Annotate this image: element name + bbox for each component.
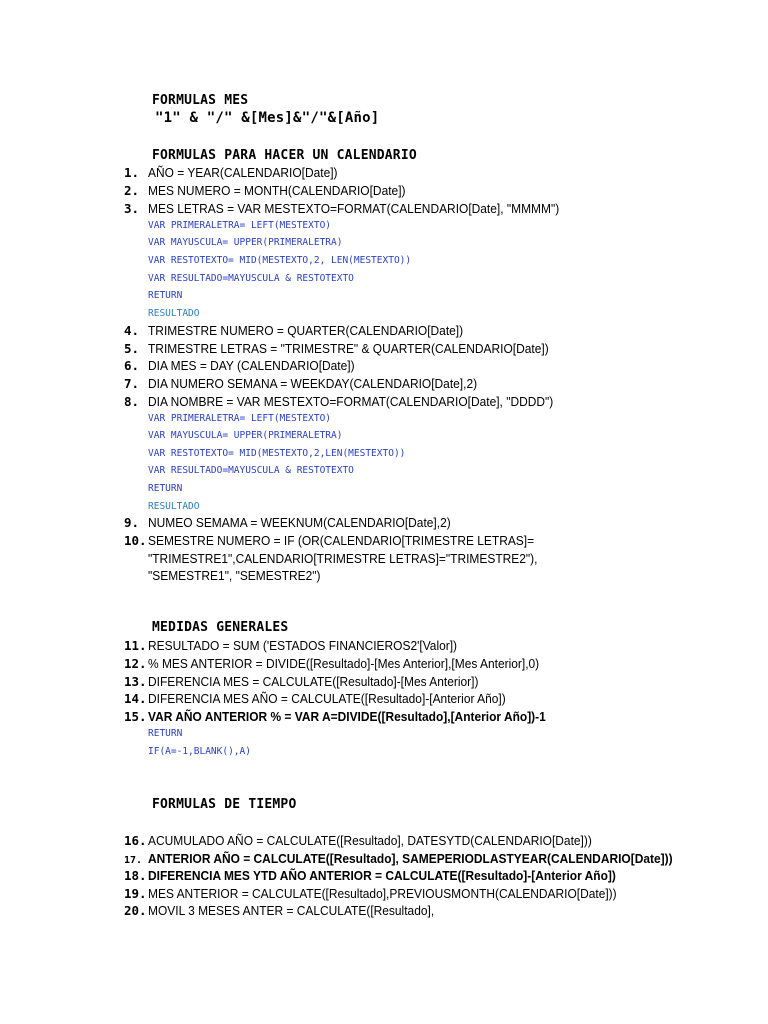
item-text: DIA NUMERO SEMANA = WEEKDAY(CALENDARIO[Date],2) <box>148 376 478 391</box>
item-text: ANTERIOR AÑO = CALCULATE([Resultado], SAMEPERIODLASTYEAR(CALENDARIO[Date])) <box>148 851 673 866</box>
item-number: 18. <box>124 868 147 883</box>
item-number: 11. <box>124 638 147 653</box>
item-number: 2. <box>124 183 140 198</box>
heading-calendario: FORMULAS PARA HACER UN CALENDARIO <box>152 148 417 163</box>
item-text: NUMEO SEMAMA = WEEKNUM(CALENDARIO[Date],2) <box>148 515 451 530</box>
item-number: 5. <box>124 341 140 356</box>
code-line: RESULTADO <box>148 308 200 319</box>
item-text: DIFERENCIA MES YTD AÑO ANTERIOR = CALCULATE([Resultado]-[Anterior Año]) <box>148 868 616 883</box>
item-text: SEMESTRE NUMERO = IF (OR(CALENDARIO[TRIMESTRE LETRAS]= "TRIMESTRE1",CALENDARIO[TRIMESTRE LETRAS]="TRIMESTRE2"), "SEMESTRE1", "SEMESTRE2") <box>148 533 538 583</box>
item-number: 3. <box>124 201 140 216</box>
item-number: 8. <box>124 394 140 409</box>
code-line: RETURN <box>148 290 183 301</box>
item-text: MES ANTERIOR = CALCULATE([Resultado],PREVIOUSMONTH(CALENDARIO[Date])) <box>148 886 617 901</box>
item-text: MES NUMERO = MONTH(CALENDARIO[Date]) <box>148 183 406 198</box>
item-text: AÑO = YEAR(CALENDARIO[Date]) <box>148 165 338 180</box>
code-line: VAR PRIMERALETRA= LEFT(MESTEXTO) <box>148 220 332 231</box>
item-number: 19. <box>124 886 147 901</box>
item-number: 20. <box>124 903 147 918</box>
heading-formulas-mes: FORMULAS MES <box>152 93 249 108</box>
item-text: DIFERENCIA MES = CALCULATE([Resultado]-[Mes Anterior]) <box>148 674 479 689</box>
item-text: MES LETRAS = VAR MESTEXTO=FORMAT(CALENDARIO[Date], "MMMM") <box>148 201 560 216</box>
item-text: ACUMULADO AÑO = CALCULATE([Resultado], DATESYTD(CALENDARIO[Date])) <box>148 833 592 848</box>
item-text: % MES ANTERIOR = DIVIDE([Resultado]-[Mes Anterior],[Mes Anterior],0) <box>148 656 540 671</box>
code-line: RETURN <box>148 728 183 739</box>
item-number: 17. <box>124 855 143 866</box>
item-text: TRIMESTRE LETRAS = "TRIMESTRE" & QUARTER(CALENDARIO[Date]) <box>148 341 549 356</box>
code-line: RESULTADO <box>148 501 200 512</box>
formulas-mes-expression: "1" & "/" &[Mes]&"/"&[Año] <box>155 110 380 126</box>
item-text: DIFERENCIA MES AÑO = CALCULATE([Resultado]-[Anterior Año]) <box>148 691 506 706</box>
item-number: 12. <box>124 656 147 671</box>
item-number: 1. <box>124 165 140 180</box>
heading-tiempo: FORMULAS DE TIEMPO <box>152 797 297 812</box>
item-text: VAR AÑO ANTERIOR % = VAR A=DIVIDE([Resultado],[Anterior Año])-1 <box>148 709 546 724</box>
code-line: VAR RESTOTEXTO= MID(MESTEXTO,2,LEN(MESTEXTO)) <box>148 448 406 459</box>
item-number: 10. <box>124 533 147 548</box>
code-line: VAR RESTOTEXTO= MID(MESTEXTO,2, LEN(MESTEXTO)) <box>148 255 412 266</box>
item-number: 4. <box>124 323 140 338</box>
item-text: TRIMESTRE NUMERO = QUARTER(CALENDARIO[Date]) <box>148 323 464 338</box>
code-line: VAR RESULTADO=MAYUSCULA & RESTOTEXTO <box>148 465 354 476</box>
item-text: DIA NOMBRE = VAR MESTEXTO=FORMAT(CALENDARIO[Date], "DDDD") <box>148 394 554 409</box>
item-number: 6. <box>124 358 140 373</box>
code-line: IF(A=-1,BLANK(),A) <box>148 746 251 757</box>
item-text: DIA MES = DAY (CALENDARIO[Date]) <box>148 358 355 373</box>
code-line: RETURN <box>148 483 183 494</box>
item-number: 16. <box>124 833 147 848</box>
item-number: 15. <box>124 709 147 724</box>
item-text: MOVIL 3 MESES ANTER = CALCULATE([Resultado], <box>148 903 435 918</box>
code-line: VAR MAYUSCULA= UPPER(PRIMERALETRA) <box>148 237 343 248</box>
code-line: VAR RESULTADO=MAYUSCULA & RESTOTEXTO <box>148 273 354 284</box>
item-number: 7. <box>124 376 140 391</box>
code-line: VAR MAYUSCULA= UPPER(PRIMERALETRA) <box>148 430 343 441</box>
item-number: 13. <box>124 674 147 689</box>
item-number: 14. <box>124 691 147 706</box>
heading-medidas: MEDIDAS GENERALES <box>152 620 289 635</box>
item-number: 9. <box>124 515 140 530</box>
item-text: RESULTADO = SUM ('ESTADOS FINANCIEROS2'[Valor]) <box>148 638 458 653</box>
code-line: VAR PRIMERALETRA= LEFT(MESTEXTO) <box>148 413 332 424</box>
